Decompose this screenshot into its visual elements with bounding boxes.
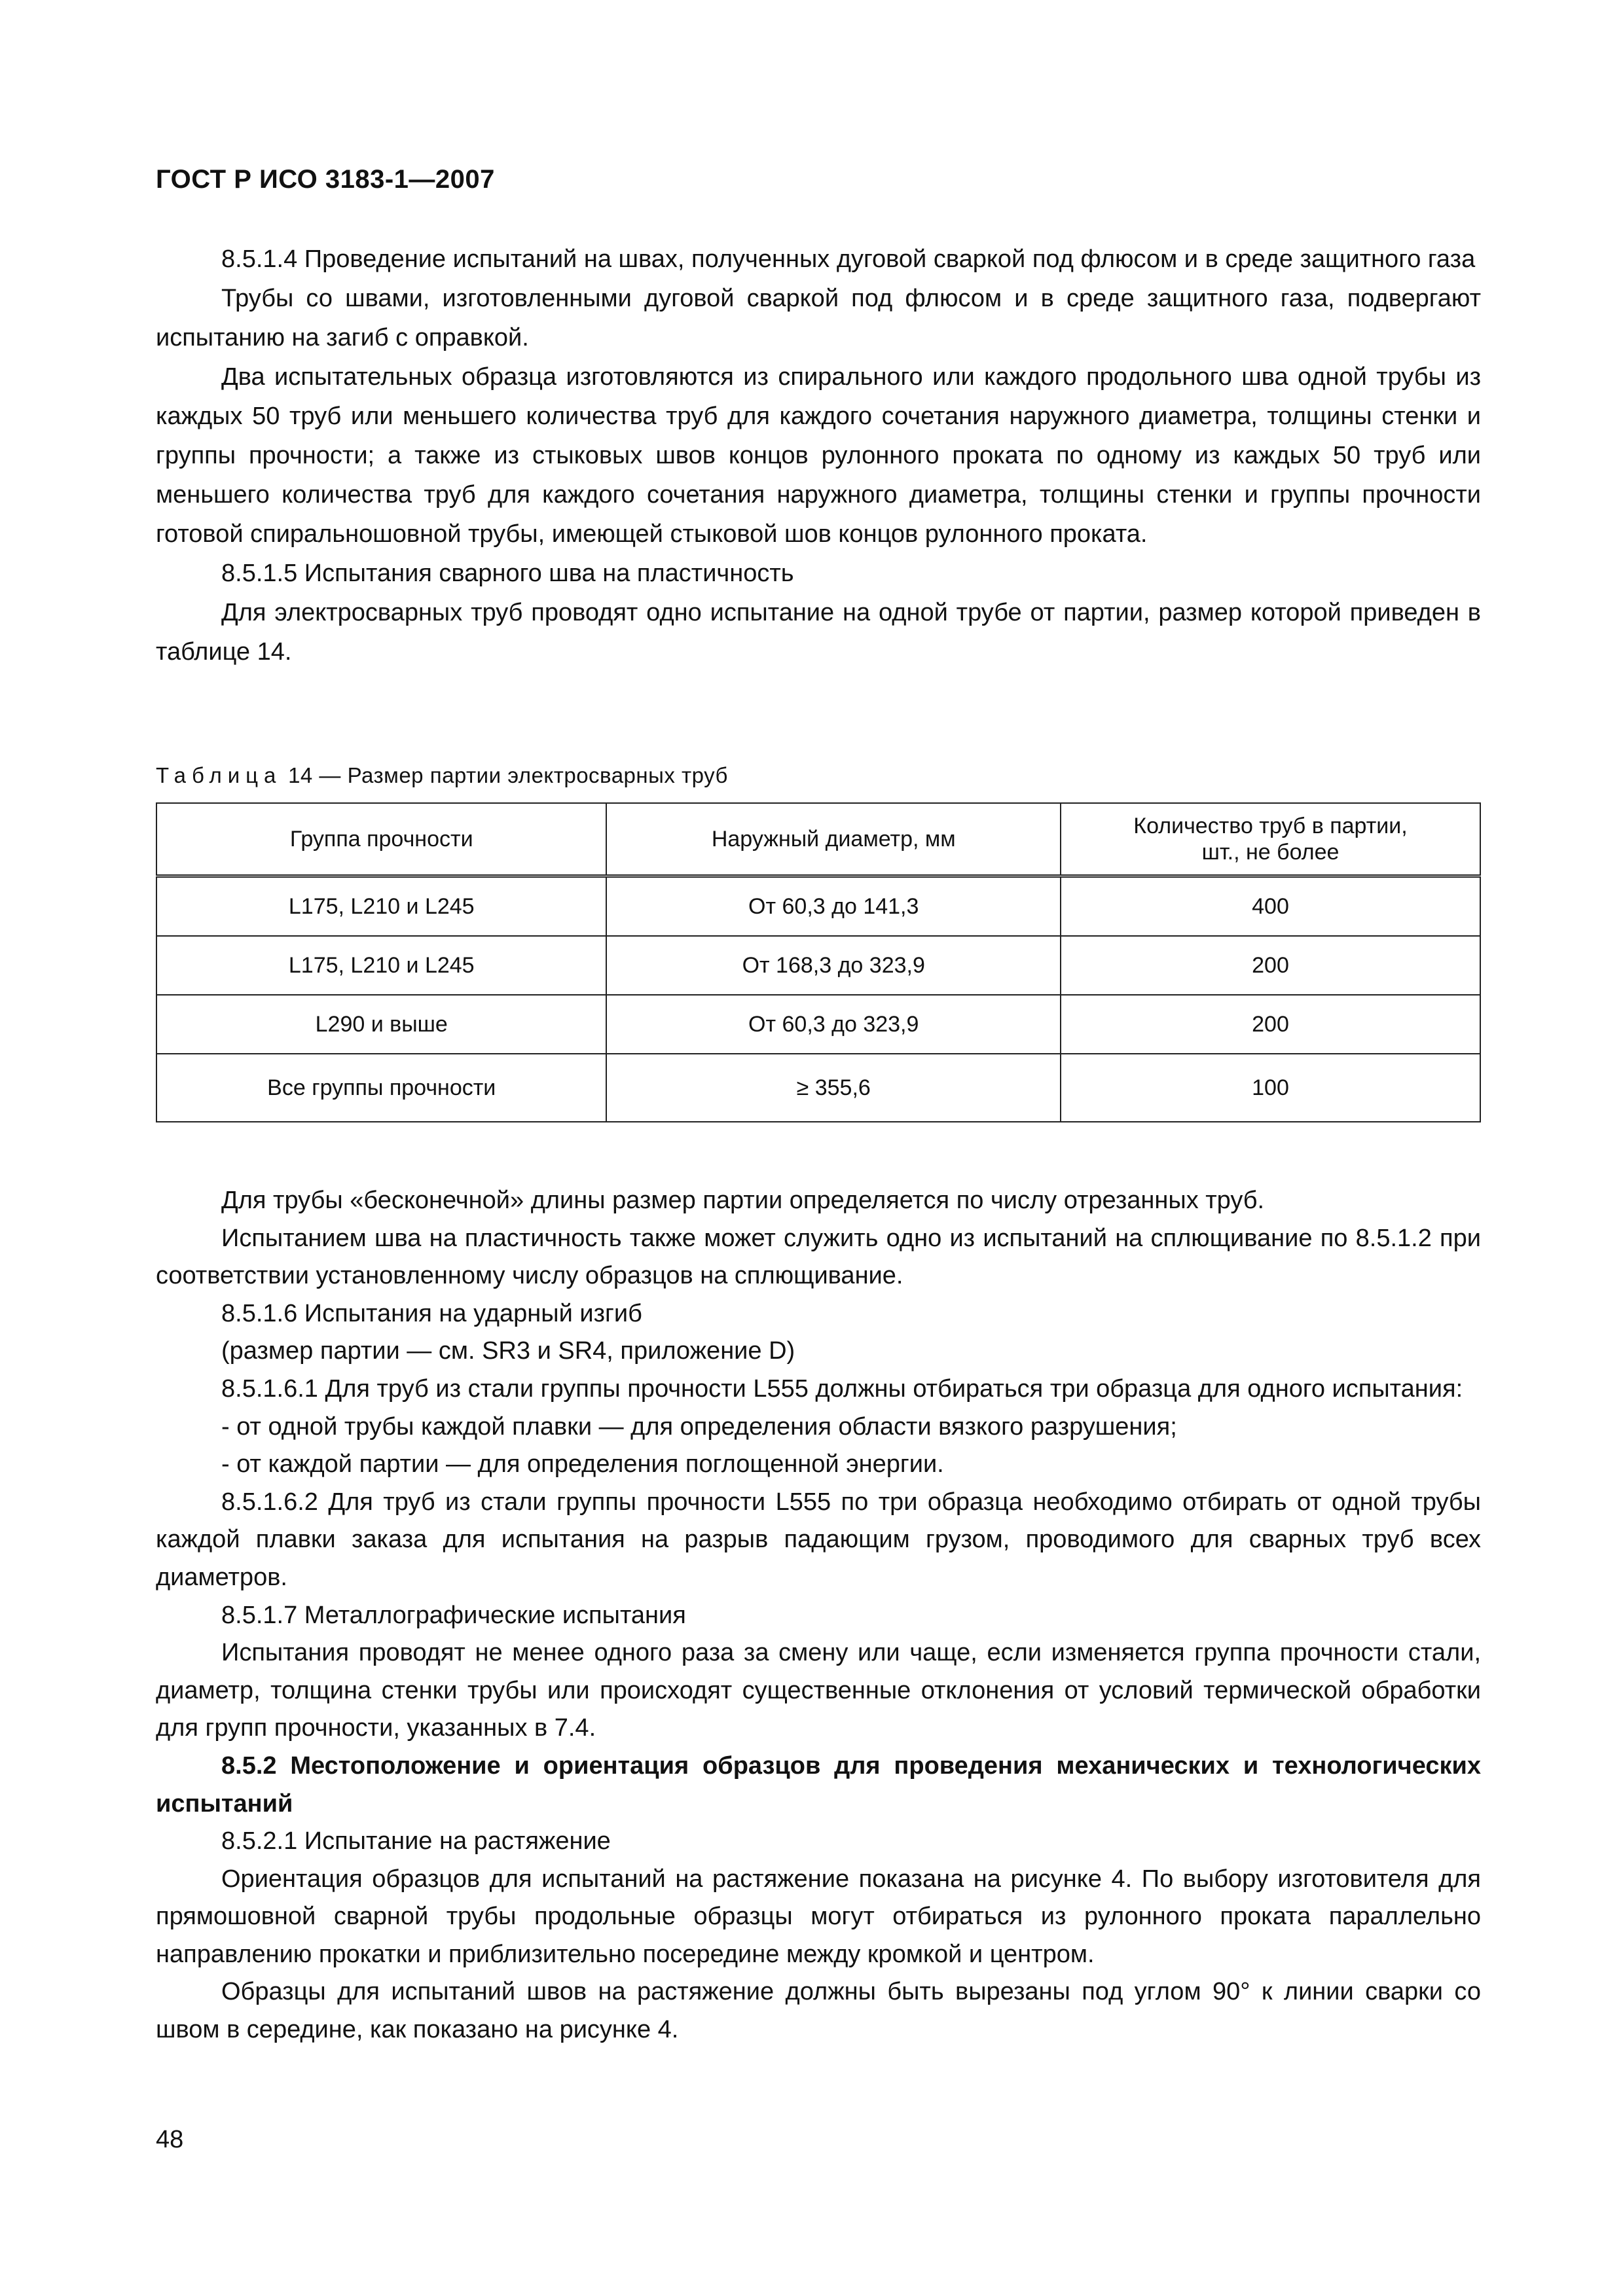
body-bottom xyxy=(156,1182,1481,2049)
table-cell: От 60,3 до 323,9 xyxy=(606,995,1061,1054)
table-cell: 200 xyxy=(1061,936,1480,995)
paragraph: 8.5.2.1 Испытание на растяжение xyxy=(221,1827,611,1856)
table-block xyxy=(156,763,1481,1122)
paragraph: 8.5.1.6 Испытания на ударный изгиб xyxy=(221,1299,642,1327)
section-heading: 8.5.2 Местоположение и ориентация образцов для проведения механических и технологических испытаний xyxy=(156,1751,1481,1818)
table-caption-prefix: Таблица xyxy=(156,763,282,787)
paragraph: (размер партии — см. SR3 и SR4, приложение D) xyxy=(221,1337,795,1365)
column-header: Наружный диаметр, мм xyxy=(606,803,1061,876)
paragraph: 8.5.1.6.2 Для труб из стали группы прочности L555 по три образца необходимо отбирать от одной трубы каждой плавки заказа для испытания на разрыв падающим грузом, проводимого для сварных труб всех диаметров. xyxy=(156,1488,1481,1591)
paragraph: Образцы для испытаний швов на растяжение должны быть вырезаны под углом 90° к линии сварки со швом в середине, как показано на рисунке 4. xyxy=(156,1978,1481,2044)
paragraph: Ориентация образцов для испытаний на растяжение показана на рисунке 4. По выбору изготовителя для прямошовной сварной трубы продольные образцы могут отбираться из рулонного проката параллельно направлению прокатки и приблизительно посередине между кромкой и центром. xyxy=(156,1865,1481,1968)
table-caption xyxy=(156,763,1481,788)
table-cell: Все группы прочности xyxy=(156,1054,606,1122)
table-row xyxy=(156,936,1480,995)
paragraph: Испытания проводят не менее одного раза за смену или чаще, если изменяется группа прочности стали, диаметр, толщина стенки трубы или происходят существенные отклонения от условий термической обработки для групп прочности, указанных в 7.4. xyxy=(156,1639,1481,1742)
paragraph: Два испытательных образца изготовляются из спирального или каждого продольного шва одной трубы из каждых 50 труб или меньшего количества труб для каждого сочетания наружного диаметра, толщины стенки и группы прочности; а также из стыковых швов концов рулонного проката по одному из каждых 50 труб или меньшего количества труб для каждого сочетания наружного диаметра, толщины стенки и группы прочности готовой спиральношовной трубы, имеющей стыковой шов концов рулонного проката. xyxy=(156,363,1481,548)
table-cell: От 168,3 до 323,9 xyxy=(606,936,1061,995)
paragraph: Для трубы «бесконечной» длины размер партии определяется по числу отрезанных труб. xyxy=(221,1187,1265,1214)
paragraph: 8.5.1.6.1 Для труб из стали группы прочности L555 должны отбираться три образца для одного испытания: xyxy=(221,1374,1463,1403)
table-caption-text: 14 — Размер партии электросварных труб xyxy=(288,763,728,787)
table-row xyxy=(156,876,1480,937)
table-row xyxy=(156,995,1480,1054)
column-header: Группа прочности xyxy=(156,803,606,876)
table-cell: L290 и выше xyxy=(156,995,606,1054)
column-header-text: Количество труб в партии, шт., не более xyxy=(1133,814,1408,865)
table-cell: От 60,3 до 141,3 xyxy=(606,876,1061,937)
paragraph: Испытанием шва на пластичность также может служить одно из испытаний на сплющивание по 8.5.1.2 при соответствии установленному числу образцов на сплющивание. xyxy=(156,1224,1481,1290)
table-row xyxy=(156,1054,1480,1122)
column-header xyxy=(1061,803,1480,876)
page-number: 48 xyxy=(156,2126,184,2153)
table-cell: 200 xyxy=(1061,995,1480,1054)
table-cell: 400 xyxy=(1061,876,1480,937)
list-item: - от каждой партии — для определения поглощенной энергии. xyxy=(221,1450,944,1479)
batch-size-table xyxy=(156,802,1481,1122)
document-header: ГОСТ Р ИСО 3183-1—2007 xyxy=(156,165,495,194)
paragraph: 8.5.1.5 Испытания сварного шва на пластичность xyxy=(221,560,794,587)
table-cell: ≥ 355,6 xyxy=(606,1054,1061,1122)
paragraph: 8.5.1.7 Металлографические испытания xyxy=(221,1601,686,1629)
paragraph: Для электросварных труб проводят одно испытание на одной трубе от партии, размер которой приведен в таблице 14. xyxy=(156,599,1481,666)
table-cell: L175, L210 и L245 xyxy=(156,876,606,937)
paragraph: Трубы со швами, изготовленными дуговой сваркой под флюсом и в среде защитного газа, подвергают испытанию на загиб с оправкой. xyxy=(156,285,1481,351)
table-cell: 100 xyxy=(1061,1054,1480,1122)
table-cell: L175, L210 и L245 xyxy=(156,936,606,995)
table-header-row xyxy=(156,803,1480,876)
list-item: - от одной трубы каждой плавки — для определения области вязкого разрушения; xyxy=(221,1412,1177,1441)
body-top xyxy=(156,240,1481,672)
paragraph: 8.5.1.4 Проведение испытаний на швах, полученных дуговой сваркой под флюсом и в среде защитного газа xyxy=(221,245,1476,273)
